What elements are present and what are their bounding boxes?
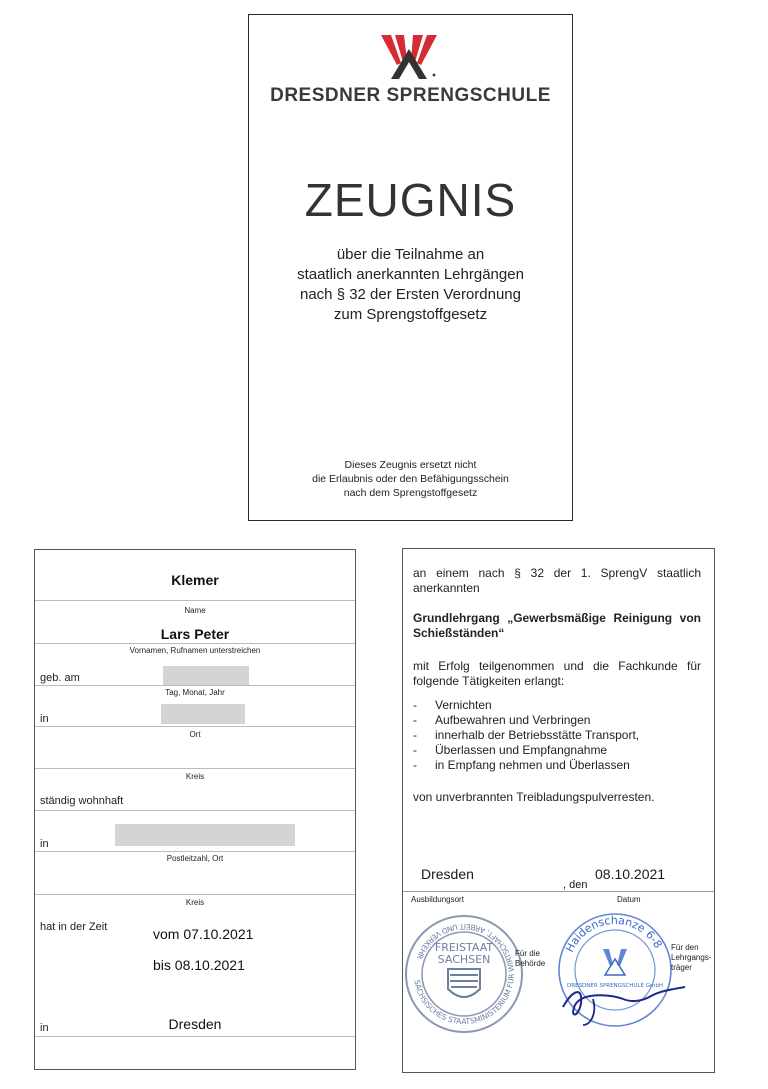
subtitle-line: über die Teilnahme an: [336, 246, 485, 263]
activities-list: [413, 698, 701, 773]
result-line: folgende Tätigkeiten erlangt:: [413, 674, 565, 688]
location-label: in: [40, 1022, 49, 1034]
issue-date: 08.10.2021: [595, 866, 666, 882]
authority-label: Für die Behörde: [515, 949, 546, 968]
redacted-birthdate: [163, 666, 249, 686]
closing-text: von unverbrannten Treibladungspulverresten.: [413, 790, 655, 804]
date-caption: Datum: [617, 895, 641, 904]
intro-text: [413, 566, 701, 596]
course-title: [413, 611, 701, 641]
seal-sub-text: SACHSEN: [437, 953, 491, 966]
den-label: , den: [563, 879, 588, 891]
intro-line: an einem nach § 32 der 1. SprengV staatlich: [413, 566, 701, 580]
signature-icon: [553, 969, 693, 1029]
seal-ring-text: SÄCHSISCHES STAATSMINISTERIUM FÜR WIRTSCHAFT, ARBEIT UND VERKEHR: [412, 921, 517, 1027]
place-caption: Ausbildungsort: [411, 895, 464, 904]
address-caption: Postleitzahl, Ort: [166, 854, 224, 863]
divider: [35, 685, 355, 686]
given-names-value: Lars Peter: [160, 626, 230, 642]
personal-data-page: [34, 549, 356, 1070]
address-label: in: [40, 838, 49, 850]
cover-page: [248, 14, 573, 521]
redacted-address: [115, 824, 295, 846]
issue-place: Dresden: [421, 866, 474, 882]
course-details-page: [402, 548, 715, 1073]
activity-item: - Aufbewahren und Verbringen: [413, 713, 701, 728]
activity-item: - Überlassen und Empfangnahme: [413, 743, 701, 758]
seal-top-text: FREISTAAT: [434, 941, 494, 954]
divider: [403, 891, 714, 892]
resident-label: ständig wohnhaft: [40, 795, 124, 807]
subtitle-line: staatlich anerkannten Lehrgängen: [297, 266, 524, 283]
location-value: Dresden: [168, 1016, 222, 1032]
divider: [35, 810, 355, 811]
born-caption: Tag, Monat, Jahr: [165, 688, 225, 697]
stamp-inner-text: DRESDNER SPRENGSCHULE GmbH: [567, 983, 663, 989]
divider: [35, 851, 355, 852]
disclaimer-line: nach dem Sprengstoffgesetz: [343, 487, 478, 499]
intro-line: anerkannten: [413, 581, 480, 595]
redacted-birthplace: [161, 704, 245, 724]
district-caption: Kreis: [185, 772, 205, 781]
result-text: [413, 659, 701, 689]
given-names-caption: Vornamen, Rufnamen unterstreichen: [129, 646, 261, 655]
born-label: geb. am: [40, 672, 80, 684]
place-caption: Ort: [189, 730, 201, 739]
document-title: ZEUGNIS: [304, 174, 517, 226]
district-caption: Kreis: [185, 898, 205, 907]
school-logo-icon: [377, 35, 441, 79]
divider: [35, 1036, 355, 1037]
school-name: DRESDNER SPRENGSCHULE: [270, 85, 551, 106]
disclaimer: [249, 458, 572, 500]
divider: [35, 726, 355, 727]
activity-item: - in Empfang nehmen und Überlassen: [413, 758, 701, 773]
divider: [35, 643, 355, 644]
activity-item: - Vernichten: [413, 698, 701, 713]
divider: [35, 894, 355, 895]
divider: [35, 768, 355, 769]
place-label: in: [40, 713, 49, 725]
disclaimer-line: die Erlaubnis oder den Befähigungsschein: [312, 473, 509, 485]
activity-item: - innerhalb der Betriebsstätte Transport,: [413, 728, 701, 743]
period-to: bis 08.10.2021: [153, 957, 245, 973]
surname-caption: Name: [184, 606, 206, 615]
period-label: hat in der Zeit: [40, 921, 108, 933]
course-line: Schießständen“: [413, 626, 505, 640]
state-seal-icon: [403, 911, 525, 1037]
disclaimer-line: Dieses Zeugnis ersetzt nicht: [344, 459, 477, 471]
surname-value: Klemer: [171, 572, 219, 588]
period-from: vom 07.10.2021: [153, 926, 254, 942]
subtitle-line: nach § 32 der Ersten Verordnung: [300, 286, 521, 303]
result-line: mit Erfolg teilgenommen und die Fachkunde für: [413, 659, 701, 673]
divider: [35, 600, 355, 601]
stamp-ring-text: Haidenschanze 6-8: [563, 913, 665, 955]
document-subtitle: [249, 245, 572, 325]
provider-label: Für den Lehrgangs- träger: [671, 943, 712, 972]
subtitle-line: zum Sprengstoffgesetz: [333, 306, 488, 323]
course-line: Grundlehrgang „Gewerbsmäßige Reinigung von: [413, 611, 701, 625]
